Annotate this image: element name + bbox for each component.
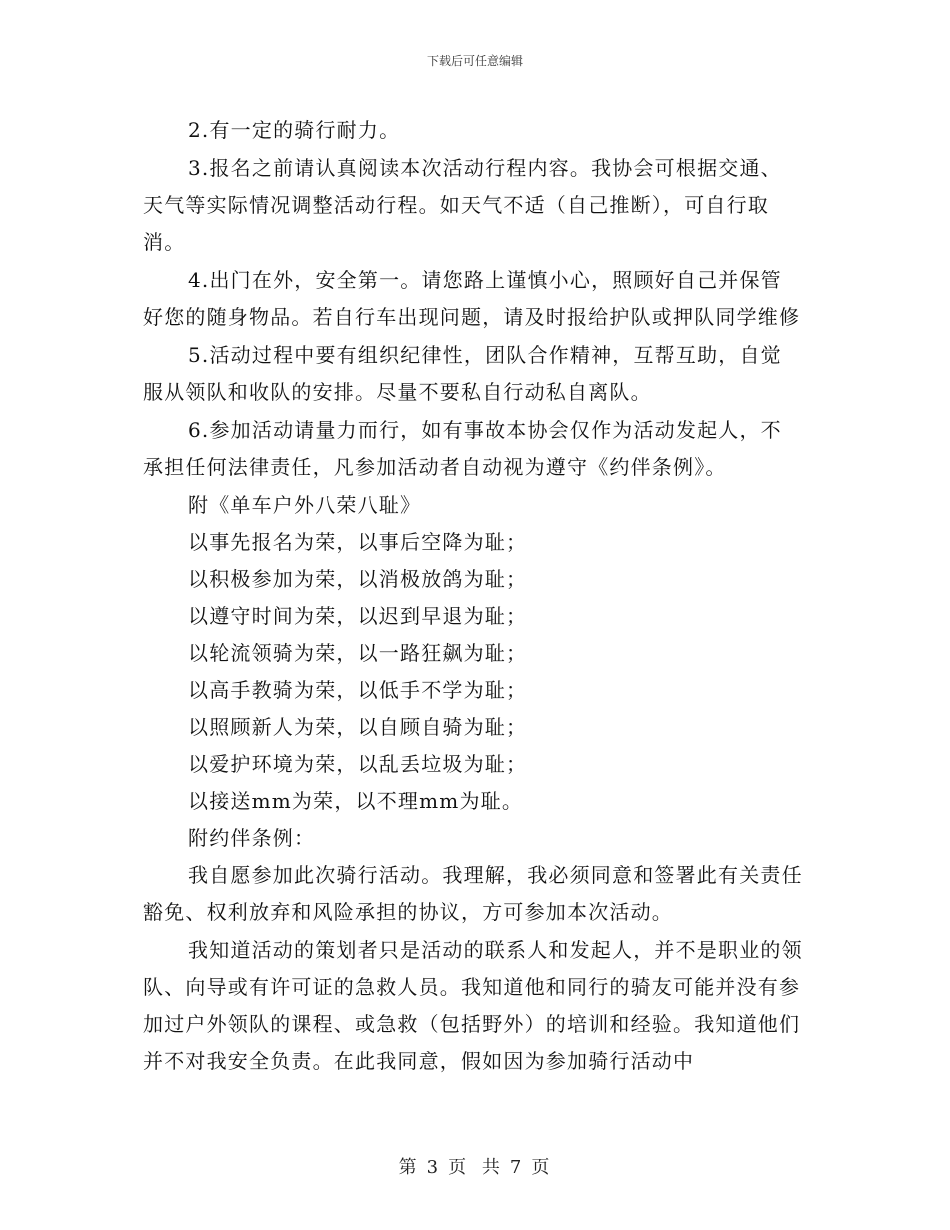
footer-middle: 页 共 bbox=[448, 1157, 502, 1178]
honor-shame-line: 以事先报名为荣，以事后空降为耻； bbox=[188, 530, 528, 554]
honor-shame-line: 以高手教骑为荣，以低手不学为耻； bbox=[188, 678, 528, 702]
honor-shame-line: 以积极参加为荣，以消极放鸽为耻； bbox=[188, 567, 528, 591]
agreement-paragraph: 我自愿参加此次骑行活动。我理解，我必须同意和签署此有关责任豁免、权利放弃和风险承担的协议，方可参加本次活动。 bbox=[143, 863, 803, 924]
paragraph-item-3: 3.报名之前请认真阅读本次活动行程内容。我协会可根据交通、天气等实际情况调整活动行程。如天气不适（自己推断），可自行取消。 bbox=[143, 156, 782, 254]
honor-shame-line: 以照顾新人为荣，以自顾自骑为耻； bbox=[188, 715, 528, 739]
footer-total-pages: 7 bbox=[509, 1157, 524, 1178]
honor-shame-line: 以爱护环境为荣，以乱丢垃圾为耻； bbox=[188, 752, 528, 776]
paragraph-item-4: 4.出门在外，安全第一。请您路上谨慎小心，照顾好自己并保管好您的随身物品。若自行车出现问题，请及时报给护队或押队同学维修 bbox=[143, 268, 801, 329]
paragraph-item-6: 6.参加活动请量力而行，如有事故本协会仅作为活动发起人，不承担任何法律责任，凡参加活动者自动视为遵守《约伴条例》。 bbox=[143, 418, 782, 479]
paragraph-item-2: 2.有一定的骑行耐力。 bbox=[188, 118, 401, 142]
agreement-paragraph: 我知道活动的策划者只是活动的联系人和发起人，并不是职业的领队、向导或有许可证的急救人员。我知道他和同行的骑友可能并没有参加过户外领队的课程、或急救（包括野外）的培训和经验。我知道他们并不对我安全负责。在此我同意，假如因为参加骑行活动中 bbox=[143, 938, 803, 1073]
page-header: 下载后可任意编辑 bbox=[426, 54, 523, 68]
footer-page-number: 3 bbox=[426, 1157, 441, 1178]
footer-suffix: 页 bbox=[531, 1157, 552, 1178]
document-body bbox=[143, 112, 803, 1080]
honor-shame-line: 以轮流领骑为荣，以一路狂飙为耻； bbox=[188, 641, 528, 665]
page-footer bbox=[0, 1153, 950, 1179]
honor-shame-line: 以接送mm为荣，以不理mm为耻。 bbox=[188, 789, 524, 813]
footer-prefix: 第 bbox=[398, 1157, 419, 1178]
appendix-title-agreement: 附约伴条例： bbox=[188, 826, 316, 850]
honor-shame-line: 以遵守时间为荣，以迟到早退为耻； bbox=[188, 604, 528, 628]
appendix-title-honor-shame: 附《单车户外八荣八耻》 bbox=[188, 493, 422, 517]
paragraph-item-5: 5.活动过程中要有组织纪律性，团队合作精神，互帮互助，自觉服从领队和收队的安排。尽量不要私自行动私自离队。 bbox=[143, 343, 782, 404]
